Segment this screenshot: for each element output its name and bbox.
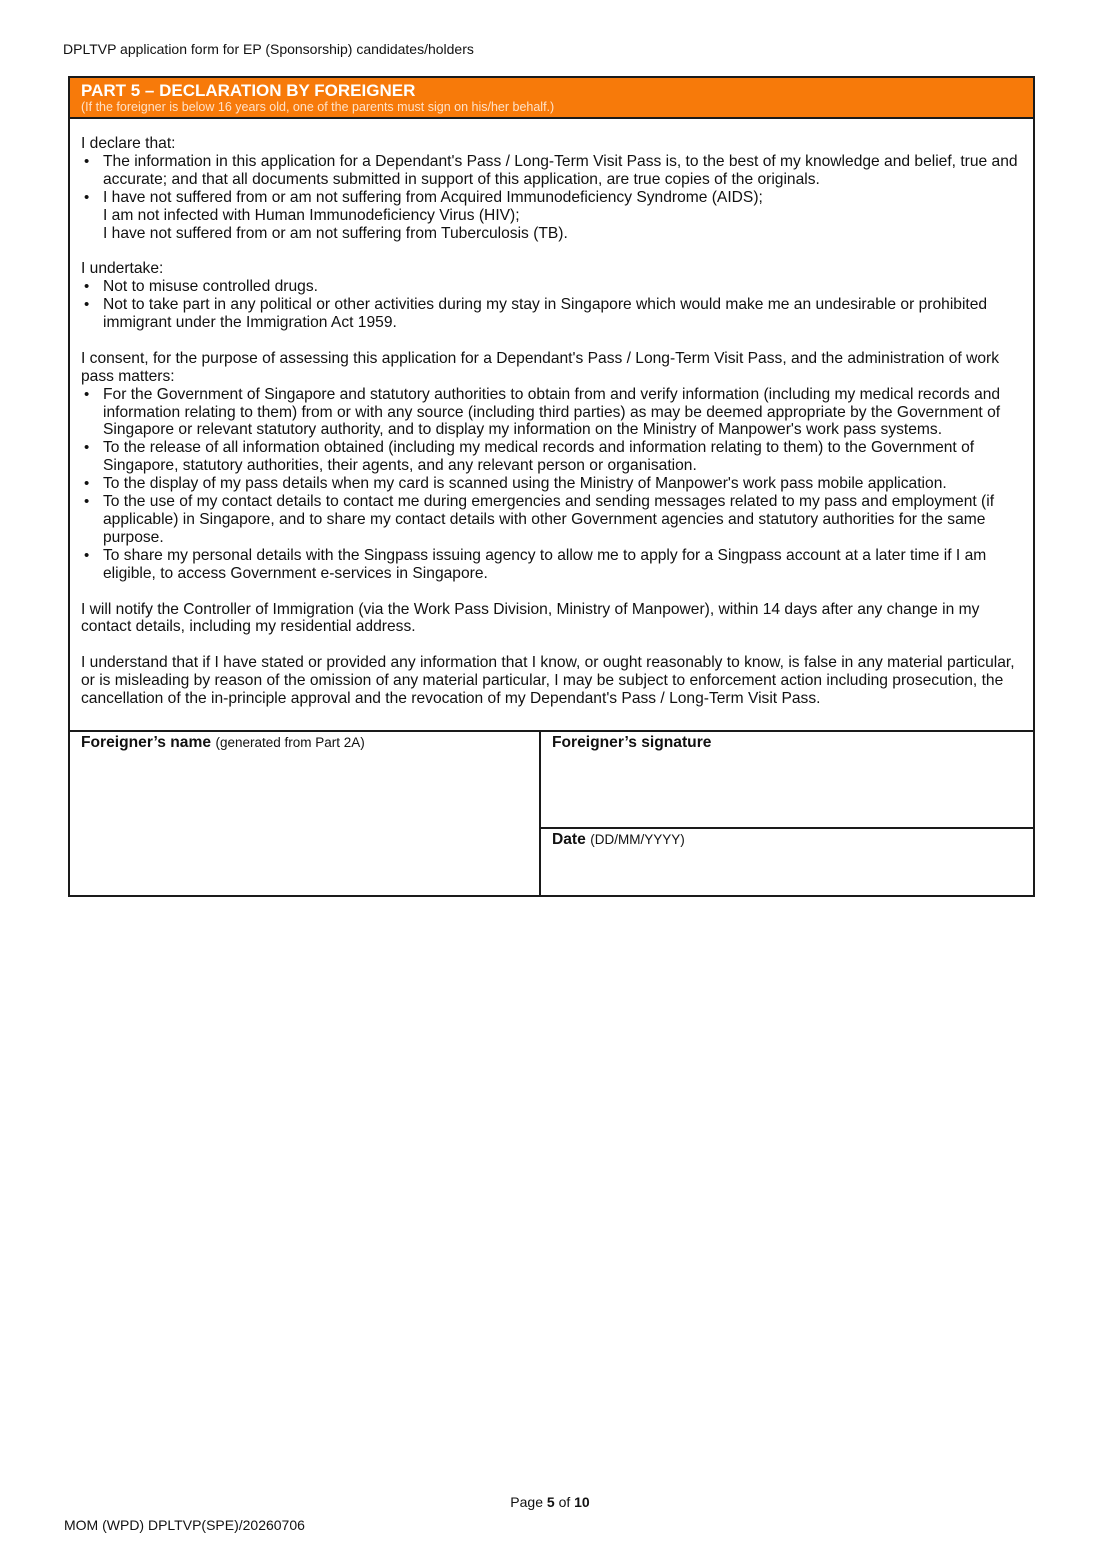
- list-item: [81, 189, 1023, 243]
- list-item: • Not to take part in any political or other activities during my stay in Singapore which would make me an undesirable or prohibited immigrant under the Immigration Act 1959.: [81, 296, 1023, 332]
- list-item: • To the release of all information obtained (including my medical records and information relating to them) to the Government of Singapore, statutory authorities, their agents, and any relevant person or organisation.: [81, 439, 1023, 475]
- name-hint: (generated from Part 2A): [215, 734, 365, 750]
- undertake-intro: I undertake:: [81, 260, 164, 278]
- part-header: [70, 78, 1033, 119]
- list-item: • To the use of my contact details to contact me during emergencies and sending messages related to my pass and employment (if applicable) in Singapore, and to share my contact details with other Government agencies and statutory authorities for the same purpose.: [81, 493, 1023, 547]
- health-line: I am not infected with Human Immunodeficiency Virus (HIV);: [103, 206, 520, 224]
- page-header: DPLTVP application form for EP (Sponsorship) candidates/holders: [63, 41, 474, 57]
- name-label: Foreigner’s name: [81, 733, 211, 751]
- foreigner-signature-field[interactable]: [541, 732, 1033, 829]
- undertake-list: [81, 278, 1023, 332]
- list-item: • Not to misuse controlled drugs.: [81, 278, 1023, 296]
- health-line: I have not suffered from or am not suffering from Tuberculosis (TB).: [103, 224, 568, 242]
- declaration-text: [70, 119, 1033, 730]
- part-title: PART 5 – DECLARATION BY FOREIGNER: [81, 81, 416, 100]
- date-field[interactable]: [541, 829, 1033, 895]
- date-label: Date: [552, 830, 586, 848]
- part-subtitle: (If the foreigner is below 16 years old, one of the parents must sign on his/her behalf.): [81, 100, 555, 114]
- declaration-form: [68, 76, 1035, 897]
- page-number: Page 5 of 10: [510, 1494, 590, 1510]
- list-item: • To the display of my pass details when my card is scanned using the Ministry of Manpower's work pass mobile application.: [81, 475, 1023, 493]
- understand-paragraph: I understand that if I have stated or provided any information that I know, or ought reasonably to know, is false in any material particular, or is misleading by reason of the omission of any material particular, I may be subject to enforcement action including prosecution, the cancellation of the in-principle approval and the revocation of my Dependant's Pass / Long-Term Visit Pass.: [81, 654, 1015, 708]
- declare-list: [81, 153, 1023, 243]
- list-item: • To share my personal details with the Singpass issuing agency to allow me to apply for a Singpass account at a later time if I am eligible, to access Government e-services in Singapore.: [81, 547, 1023, 583]
- date-hint: (DD/MM/YYYY): [590, 831, 685, 847]
- notify-paragraph: I will notify the Controller of Immigration (via the Work Pass Division, Ministry of Manpower), within 14 days after any change in my contact details, including my residential address.: [81, 600, 980, 636]
- signature-table: [70, 730, 1033, 895]
- signature-label: Foreigner’s signature: [552, 733, 712, 751]
- consent-list: [81, 386, 1023, 583]
- declare-intro: I declare that:: [81, 135, 176, 152]
- consent-intro: I consent, for the purpose of assessing this application for a Dependant's Pass / Long-Term Visit Pass, and the administration of work pass matters:: [81, 349, 1000, 385]
- health-line: • I have not suffered from or am not suffering from Acquired Immunodeficiency Syndrome (AIDS);: [103, 188, 763, 206]
- list-item: • The information in this application for a Dependant's Pass / Long-Term Visit Pass is, to the best of my knowledge and belief, true and accurate; and that all documents submitted in support of this application, are true copies of the originals.: [81, 153, 1023, 189]
- document-reference: MOM (WPD) DPLTVP(SPE)/20260706: [64, 1517, 305, 1533]
- list-item: • For the Government of Singapore and statutory authorities to obtain from and verify information (including my medical records and information relating to them) from or with any source (including third parties) as may be deemed appropriate by the Government of Singapore or relevant statutory authority, and to display my information on the Ministry of Manpower's work pass systems.: [81, 386, 1023, 440]
- foreigner-name-field[interactable]: [70, 732, 541, 895]
